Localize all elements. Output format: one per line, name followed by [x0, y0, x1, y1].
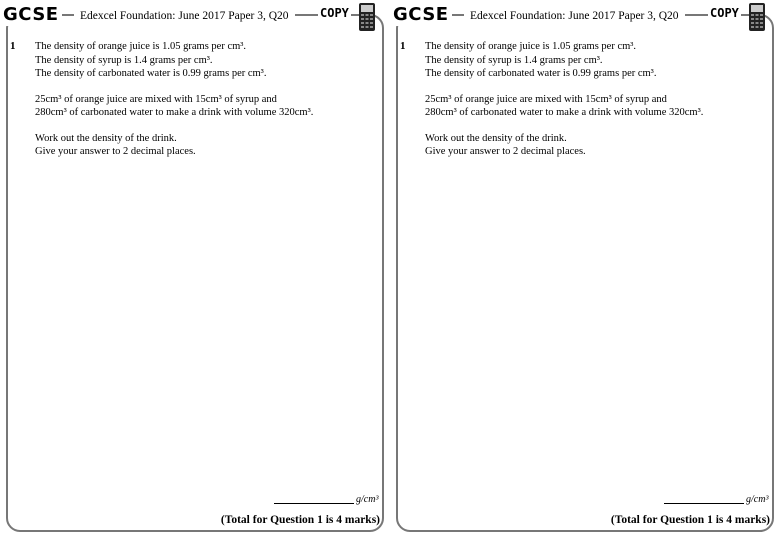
- question-number: 1: [400, 40, 406, 52]
- text-line: Work out the density of the drink.: [425, 132, 567, 144]
- text-line: 25cm³ of orange juice are mixed with 15cm³ of syrup and: [35, 93, 277, 105]
- paper-title: Edexcel Foundation: June 2017 Paper 3, Q20: [464, 8, 685, 24]
- density-facts: [425, 40, 765, 81]
- text-line: 280cm³ of carbonated water to make a drink with volume 320cm³.: [35, 107, 314, 118]
- text-line: The density of syrup is 1.4 grams per cm³.: [35, 54, 213, 66]
- density-facts: [35, 40, 375, 81]
- text-line: The density of orange juice is 1.05 grams per cm³.: [425, 41, 637, 52]
- calculator-icon: [748, 2, 766, 32]
- worksheet-panel-right: [390, 0, 780, 540]
- answer-unit: g/cm³: [746, 494, 769, 505]
- text-line: The density of orange juice is 1.05 grams per cm³.: [35, 41, 247, 52]
- text-line: The density of carbonated water is 0.99 grams per cm³.: [35, 68, 267, 79]
- copy-label: COPY: [320, 6, 349, 20]
- instructions: [425, 132, 765, 159]
- panel-header: [0, 0, 390, 30]
- answer-line[interactable]: [664, 503, 744, 504]
- answer-line[interactable]: [274, 503, 354, 504]
- total-marks: (Total for Question 1 is 4 marks): [220, 514, 380, 526]
- copy-label: COPY: [710, 6, 739, 20]
- calculator-icon: [358, 2, 376, 32]
- panel-header: [390, 0, 780, 30]
- text-line: The density of carbonated water is 0.99 grams per cm³.: [425, 68, 657, 79]
- paper-title: Edexcel Foundation: June 2017 Paper 3, Q20: [74, 8, 295, 24]
- question-text: [35, 40, 375, 171]
- gcse-logo: GCSE: [2, 4, 62, 26]
- text-line: Work out the density of the drink.: [35, 132, 177, 144]
- mixture-description: [425, 93, 765, 120]
- total-marks: (Total for Question 1 is 4 marks): [610, 514, 770, 526]
- gcse-logo: GCSE: [392, 4, 452, 26]
- text-line: 25cm³ of orange juice are mixed with 15cm³ of syrup and: [425, 93, 667, 105]
- text-line: Give your answer to 2 decimal places.: [425, 146, 586, 157]
- text-line: The density of syrup is 1.4 grams per cm³.: [425, 54, 603, 66]
- mixture-description: [35, 93, 375, 120]
- text-line: 280cm³ of carbonated water to make a drink with volume 320cm³.: [425, 107, 704, 118]
- instructions: [35, 132, 375, 159]
- question-text: [425, 40, 765, 171]
- question-number: 1: [10, 40, 16, 52]
- answer-unit: g/cm³: [356, 494, 379, 505]
- text-line: Give your answer to 2 decimal places.: [35, 146, 196, 157]
